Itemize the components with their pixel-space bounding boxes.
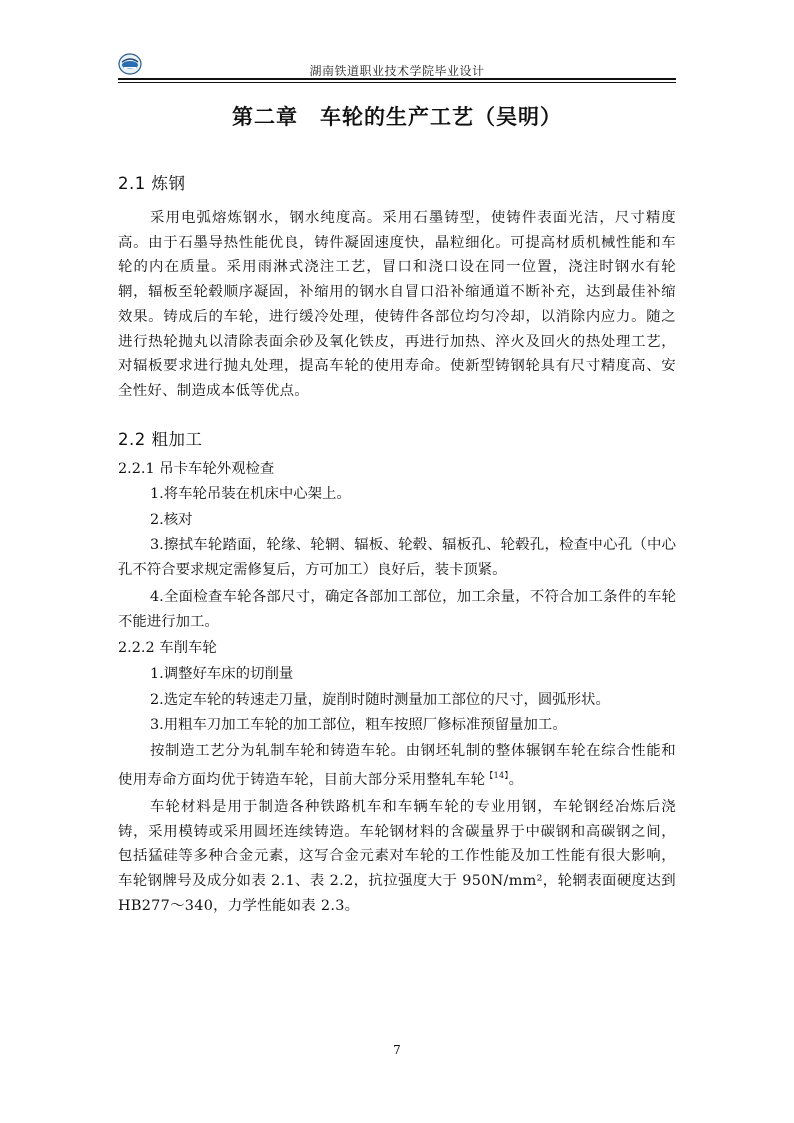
subsection-heading-2-2-2: 2.2.2 车削车轮	[118, 640, 217, 656]
section-2-2-paragraph-2: 车轮材料是用于制造各种铁路机车和车辆车轮的专业用钢，车轮钢经冶炼后浇铸，采用模铸或采用圆坯连续铸造。车轮钢材料的含碳量界于中碳钢和高碳钢之间，包括猛硅等多种合金元素，这写合金元素对车轮的工作性能及加工性能有很大影响，车轮钢牌号及成分如表 2.1、表 2.2，抗拉强度大于 950N/mm²，轮辋表面硬度达到 HB277～340，力学性能如表 2.3。	[118, 799, 676, 914]
list-item: 2.核对	[150, 512, 193, 528]
list-item: 3.用粗车刀加工车轮的加工部位，粗车按照厂修标准预留量加工。	[150, 717, 567, 733]
page-header	[118, 48, 676, 80]
list-item: 2.选定车轮的转速走刀量，旋削时随时测量加工部位的尺寸，圆弧形状。	[150, 692, 610, 708]
section-heading-2-2: 2.2 粗加工	[118, 430, 203, 449]
paragraph-end: 。	[508, 771, 524, 788]
paragraph-text: 按制造工艺分为轧制车轮和铸造车轮。由钢坯轧制的整体辗钢车轮在综合性能和使用寿命方面均优于铸造车轮，目前大部分采用整轧车轮	[118, 743, 676, 788]
citation-ref: 【14】	[485, 770, 509, 780]
section-heading-2-1: 2.1 炼钢	[118, 174, 186, 193]
subsection-heading-2-2-1: 2.2.1 吊卡车轮外观检查	[118, 461, 275, 477]
list-item: 1.将车轮吊装在机床中心架上。	[150, 486, 351, 502]
chapter-title: 第二章 车轮的生产工艺（吴明）	[232, 105, 562, 129]
list-item: 4.全面检查车轮各部尺寸，确定各部加工部位，加工余量，不符合加工条件的车轮不能进行加工。	[118, 589, 676, 630]
header-title: 湖南铁道职业技术学院毕业设计	[309, 64, 485, 78]
list-item: 3.擦拭车轮踏面，轮缘、轮辋、辐板、轮毂、辐板孔、轮毂孔，检查中心孔（中心孔不符合要求规定需修复后，方可加工）良好后，装卡顶紧。	[118, 537, 676, 578]
header-rule	[118, 78, 676, 83]
section-2-2-paragraph-1	[118, 739, 676, 792]
section-2-1-paragraph: 采用电弧熔炼钢水，钢水纯度高。采用石墨铸型，使铸件表面光洁，尺寸精度高。由于石墨导热性能优良，铸件凝固速度快，晶粒细化。可提高材质机械性能和车轮的内在质量。采用雨淋式浇注工艺，冒口和浇口设在同一位置，浇注时钢水有轮辋，辐板至轮毂顺序凝固，补缩用的钢水自冒口沿补缩通道不断补充，达到最佳补缩效果。铸成后的车轮，进行缓冷处理，使铸件各部位均匀冷却，以消除内应力。随之进行热轮抛丸以清除表面余砂及氧化铁皮，再进行加热、淬火及回火的热处理工艺，对辐板要求进行抛丸处理，提高车轮的使用寿命。使新型铸钢轮具有尺寸精度高、安全性好、制造成本低等优点。	[118, 210, 676, 399]
list-item: 1.调整好车床的切削量	[150, 666, 294, 682]
page-number: 7	[393, 1043, 401, 1057]
